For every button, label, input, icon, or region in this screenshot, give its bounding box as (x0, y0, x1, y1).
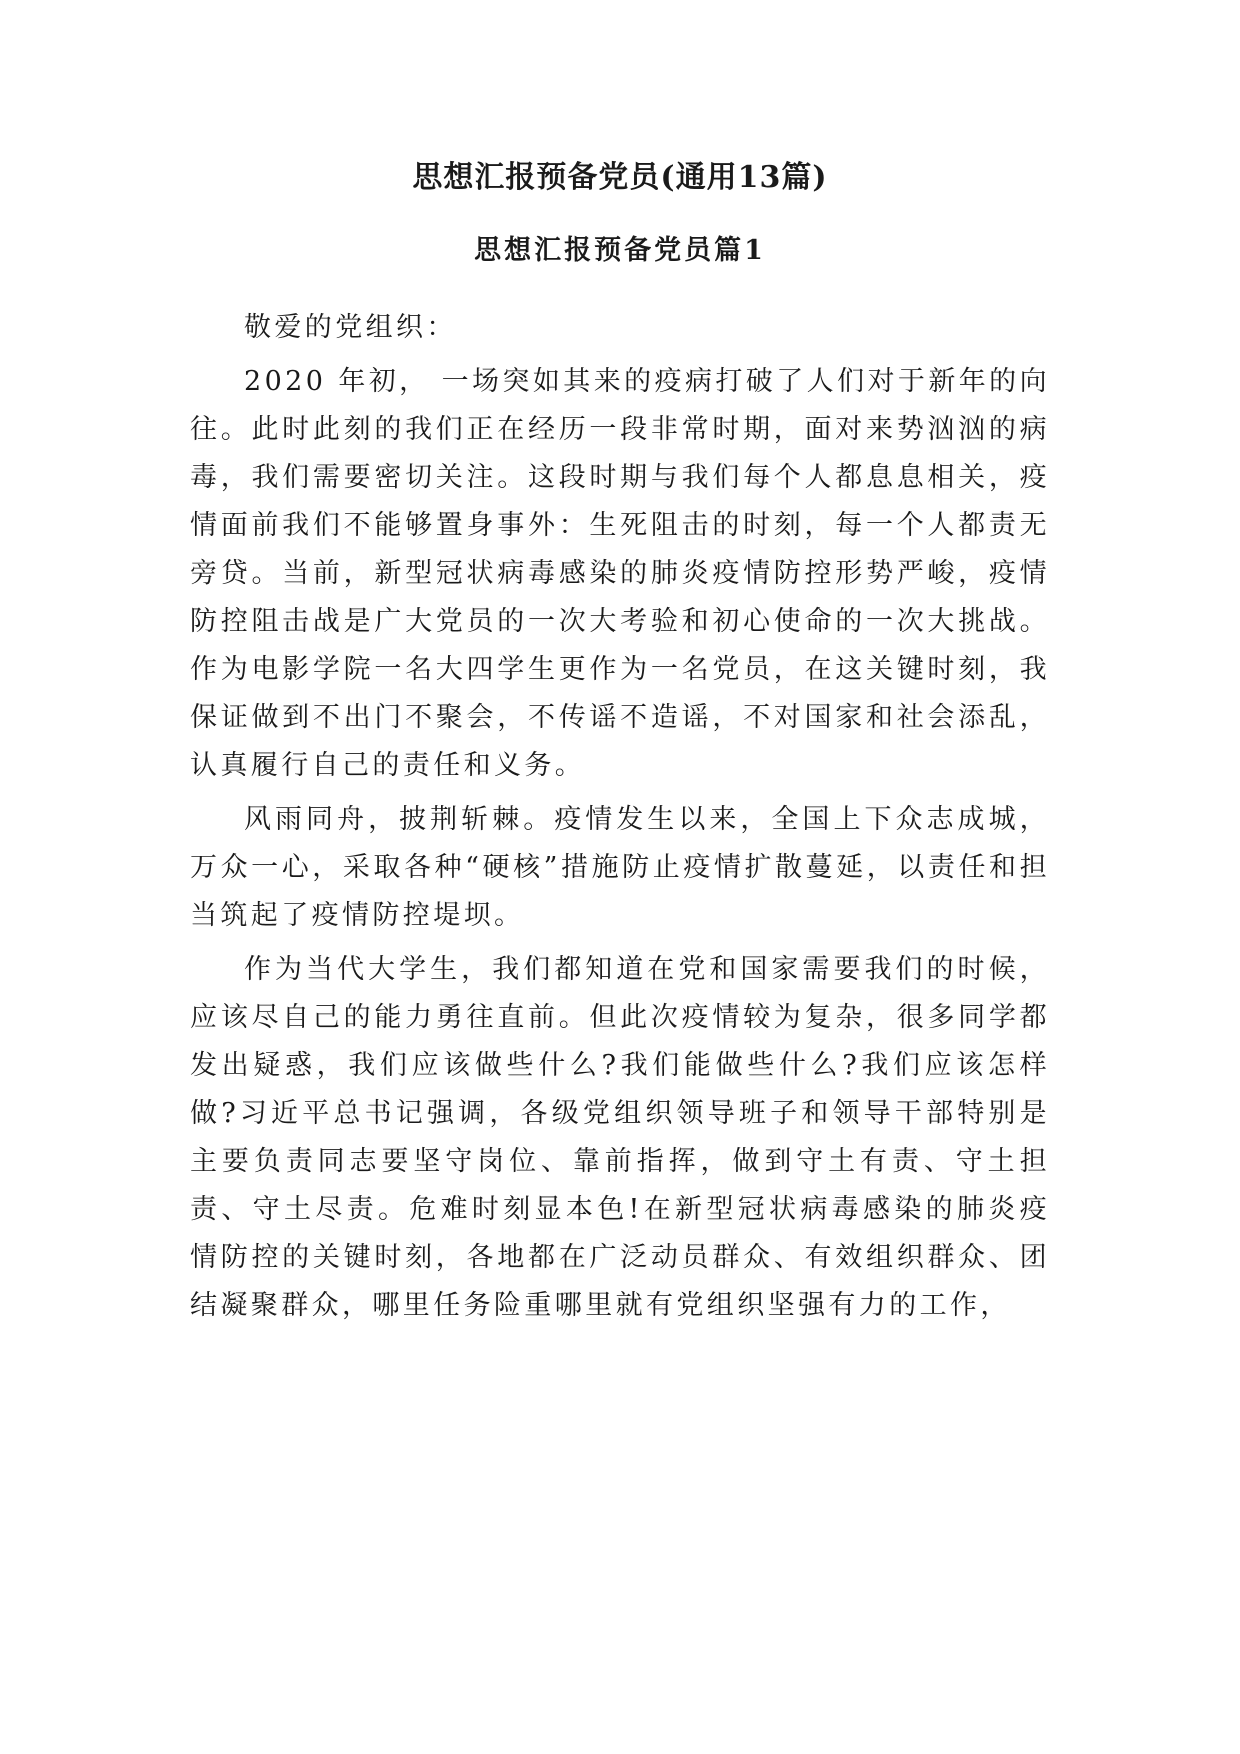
document-title: 思想汇报预备党员(通用13篇) (412, 160, 828, 195)
section-title: 思想汇报预备党员篇1 (474, 235, 766, 266)
paragraph-2: 风雨同舟，披荆斩棘。疫情发生以来，全国上下众志成城，万众一心，采取各种“硬核”措施防止疫情扩散蔓延，以责任和担当筑起了疫情防控堤坝。 (190, 804, 1050, 931)
greeting: 敬爱的党组织： (244, 312, 457, 343)
document-body (190, 304, 1050, 1330)
paragraph-3: 作为当代大学生，我们都知道在党和国家需要我们的时候，应该尽自己的能力勇往直前。但此次疫情较为复杂，很多同学都发出疑惑，我们应该做些什么?我们能做些什么?我们应该怎样做?习近平总书记强调，各级党组织领导班子和领导干部特别是主要负责同志要坚守岗位、靠前指挥，做到守土有责、守土担责、守土尽责。危难时刻显本色!在新型冠状病毒感染的肺炎疫情防控的关键时刻，各地都在广泛动员群众、有效组织群众、团结凝聚群众，哪里任务险重哪里就有党组织坚强有力的工作， (190, 954, 1050, 1321)
paragraph-1: 2020 年初， 一场突如其来的疫病打破了人们对于新年的向往。此时此刻的我们正在经历一段非常时期，面对来势汹汹的病毒，我们需要密切关注。这段时期与我们每个人都息息相关，疫情面前我们不能够置身事外：生死阻击的时刻，每一个人都责无旁贷。当前，新型冠状病毒感染的肺炎疫情防控形势严峻，疫情防控阻击战是广大党员的一次大考验和初心使命的一次大挑战。作为电影学院一名大四学生更作为一名党员，在这关键时刻，我保证做到不出门不聚会，不传谣不造谣，不对国家和社会添乱，认真履行自己的责任和义务。 (190, 366, 1050, 781)
